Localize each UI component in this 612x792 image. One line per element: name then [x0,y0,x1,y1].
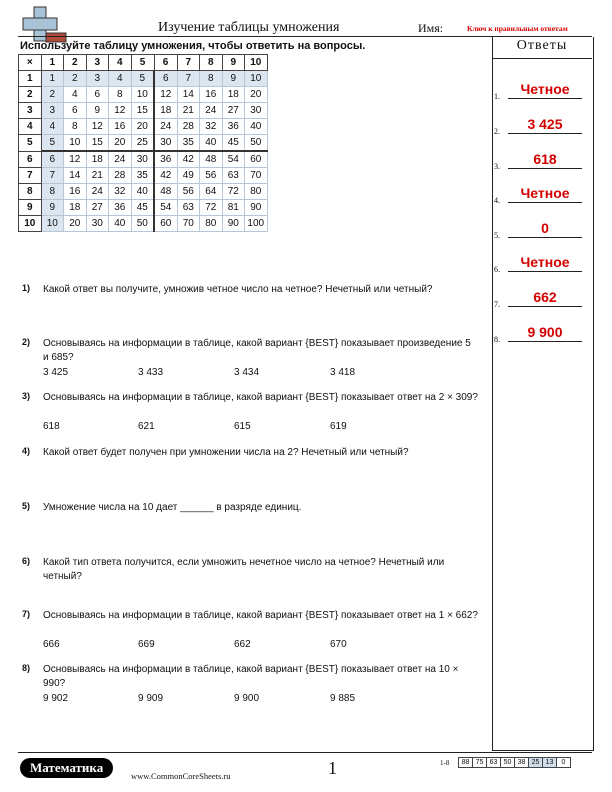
table-cell: 36 [154,151,177,168]
table-cell: 54 [222,151,245,168]
table-column-header: 8 [200,55,223,71]
question-text: Какой ответ будет получен при умножении числа на 2? Нечетный или четный? [43,447,409,458]
table-row-header: 10 [19,216,42,232]
table-column-header: 7 [177,55,200,71]
table-cell: 56 [200,168,223,184]
answer-row [494,116,590,136]
table-cell: 2 [64,71,87,87]
answer-value: 9 900 [527,324,563,340]
answer-line [508,168,582,169]
table-cell: 10 [131,87,154,103]
answer-row [494,81,590,101]
question-text: Основываясь на информации в таблице, какой вариант {BEST} показывает ответ на 10 × 990? [43,664,459,689]
question-7 [20,609,482,657]
score-cell: 75 [473,758,487,768]
table-column-header: 6 [154,55,177,71]
table-cell: 35 [131,168,154,184]
table-cell: 9 [86,103,109,119]
table-cell: 24 [109,151,132,168]
answer-line [508,237,582,238]
table-cell: 16 [109,119,132,135]
table-row-header: 5 [19,135,42,152]
table-cell: 4 [109,71,132,87]
table-cell: 8 [64,119,87,135]
table-cell: 36 [222,119,245,135]
question-number: 7) [22,609,31,619]
table-row-header: 3 [19,103,42,119]
table-cell: 8 [41,184,64,200]
table-cell: 3 [86,71,109,87]
question-2 [20,337,482,385]
table-cell: 16 [64,184,87,200]
table-cell: 1 [41,71,64,87]
table-column-header: 1 [41,55,64,71]
table-cell: 24 [154,119,177,135]
question-number: 2) [22,337,31,347]
table-cell: 9 [222,71,245,87]
table-cell: 56 [177,184,200,200]
question-number: 5) [22,501,31,511]
page-number: 1 [328,758,337,778]
question-number: 4) [22,446,31,456]
table-cell: 18 [222,87,245,103]
table-cell: 18 [86,151,109,168]
answer-number: 7. [494,300,500,309]
question-text: Основываясь на информации в таблице, какой вариант {BEST} показывает произведение 5 и 685? [43,338,471,363]
table-cell: 4 [41,119,64,135]
table-row [19,87,268,103]
table-cell: 63 [222,168,245,184]
table-cell: 6 [154,71,177,87]
table-row-header: 9 [19,200,42,216]
table-column-header: 10 [245,55,268,71]
table-row [19,135,268,152]
table-cell: 10 [41,216,64,232]
answer-option: 3 425 [43,367,69,378]
table-cell: 32 [200,119,223,135]
answer-option: 662 [234,639,251,650]
table-cell: 20 [245,87,268,103]
answer-row [494,185,590,205]
table-row-header: 7 [19,168,42,184]
table-cell: 42 [177,151,200,168]
table-cell: 81 [222,200,245,216]
score-cell: 50 [501,758,515,768]
table-cell: 48 [200,151,223,168]
table-cell: 72 [222,184,245,200]
question-text: Основываясь на информации в таблице, какой вариант {BEST} показывает ответ на 2 × 309? [43,392,478,403]
table-cell: 60 [154,216,177,232]
table-row-header: 8 [19,184,42,200]
answer-number: 4. [494,196,500,205]
table-row-header: 2 [19,87,42,103]
answer-line [508,133,582,134]
table-cell: 8 [200,71,223,87]
table-cell: 28 [109,168,132,184]
table-cell: 50 [245,135,268,152]
table-cell: 49 [177,168,200,184]
table-cell: 40 [131,184,154,200]
table-cell: 3 [41,103,64,119]
question-text: Умножение числа на 10 дает ______ в разряде единиц. [43,502,302,513]
table-cell: 16 [200,87,223,103]
question-number: 6) [22,556,31,566]
answer-option: 618 [43,421,60,432]
table-row [19,151,268,168]
table-cell: 40 [245,119,268,135]
answer-line [508,98,582,99]
table-header-row [19,55,268,71]
name-label: Имя: [418,21,444,35]
table-cell: 90 [222,216,245,232]
table-cell: 45 [222,135,245,152]
answer-number: 5. [494,231,500,240]
answer-number: 6. [494,265,500,274]
question-number: 8) [22,663,31,673]
answer-row [494,254,590,274]
table-row [19,184,268,200]
answer-number: 2. [494,127,500,136]
answer-value: 662 [533,289,557,305]
answer-row [494,151,590,171]
table-cell: 12 [109,103,132,119]
table-cell: 27 [86,200,109,216]
table-cell: 12 [86,119,109,135]
table-cell: 12 [64,151,87,168]
answer-option: 621 [138,421,155,432]
table-cell: 15 [86,135,109,152]
table-cell: 70 [245,168,268,184]
answer-value: Четное [520,185,570,201]
answer-option: 670 [330,639,347,650]
answer-option: 619 [330,421,347,432]
question-text: Какой ответ вы получите, умножив четное число на четное? Нечетный или четный? [43,284,433,295]
subject-badge: Математика [20,758,113,778]
table-cell: 5 [41,135,64,152]
table-cell: 7 [41,168,64,184]
table-cell: 28 [177,119,200,135]
table-row [19,216,268,232]
score-cell: 38 [515,758,529,768]
table-cell: 25 [131,135,154,152]
table-cell: 24 [200,103,223,119]
table-row [19,119,268,135]
question-3 [20,391,482,439]
table-cell: 48 [154,184,177,200]
score-cell: 88 [459,758,473,768]
table-corner: × [19,55,42,71]
answer-value: 0 [541,220,549,236]
footer-divider [18,752,592,753]
answer-row [494,289,590,309]
answer-option: 615 [234,421,251,432]
table-row-header: 4 [19,119,42,135]
table-cell: 60 [245,151,268,168]
table-cell: 9 [41,200,64,216]
answer-option: 9 900 [234,693,260,704]
table-column-header: 4 [109,55,132,71]
table-cell: 42 [154,168,177,184]
score-cell: 63 [487,758,501,768]
instruction: Используйте таблицу умножения, чтобы ответить на вопросы. [20,40,366,52]
answer-value: 3 425 [527,116,563,132]
table-cell: 27 [222,103,245,119]
answer-option: 666 [43,639,60,650]
table-cell: 7 [177,71,200,87]
question-text: Основываясь на информации в таблице, какой вариант {BEST} показывает ответ на 1 × 662? [43,610,478,621]
table-cell: 20 [64,216,87,232]
table-column-header: 9 [222,55,245,71]
table-cell: 5 [131,71,154,87]
answer-value: 618 [533,151,557,167]
table-cell: 32 [109,184,132,200]
page-title: Изучение таблицы умножения [158,20,340,35]
table-cell: 18 [64,200,87,216]
table-cell: 100 [245,216,268,232]
table-cell: 18 [154,103,177,119]
table-cell: 14 [177,87,200,103]
table-cell: 6 [41,151,64,168]
table-cell: 2 [41,87,64,103]
table-cell: 24 [86,184,109,200]
table-cell: 40 [200,135,223,152]
question-number: 1) [22,283,31,293]
question-1 [20,283,482,331]
table-cell: 21 [86,168,109,184]
answer-panel [492,37,594,751]
table-cell: 8 [109,87,132,103]
table-cell: 70 [177,216,200,232]
answers-title: Ответы [516,38,568,53]
table-cell: 20 [131,119,154,135]
table-row-header: 1 [19,71,42,87]
answer-value: Четное [520,81,570,97]
table-cell: 6 [86,87,109,103]
table-cell: 45 [131,200,154,216]
question-4 [20,446,482,494]
answer-option: 669 [138,639,155,650]
table-cell: 4 [64,87,87,103]
table-column-header: 3 [86,55,109,71]
table-cell: 54 [154,200,177,216]
table-cell: 80 [245,184,268,200]
table-cell: 50 [131,216,154,232]
table-row-header: 6 [19,151,42,168]
answer-option: 3 418 [330,367,356,378]
answers-title-divider [492,58,592,59]
score-table [458,757,571,768]
answer-line [508,271,582,272]
table-cell: 90 [245,200,268,216]
table-cell: 15 [131,103,154,119]
table-cell: 14 [64,168,87,184]
answer-key-label: Ключ к правильным ответам [467,24,568,33]
answer-number: 3. [494,162,500,171]
answer-row [494,220,590,240]
answer-row [494,324,590,344]
answer-line [508,202,582,203]
score-cell: 25 [529,758,543,768]
answer-value: Четное [520,254,570,270]
table-row [19,168,268,184]
score-cell: 13 [543,758,557,768]
table-cell: 30 [86,216,109,232]
score-cell: 0 [557,758,571,768]
table-row [19,200,268,216]
question-8 [20,663,482,711]
answer-number: 1. [494,92,500,101]
table-cell: 63 [177,200,200,216]
answer-option: 9 909 [138,693,164,704]
answer-option: 9 885 [330,693,356,704]
table-cell: 64 [200,184,223,200]
site-url: www.CommonCoreSheets.ru [131,771,231,781]
table-cell: 12 [154,87,177,103]
answer-line [508,341,582,342]
table-cell: 40 [109,216,132,232]
table-cell: 10 [64,135,87,152]
table-column-header: 5 [131,55,154,71]
table-cell: 30 [154,135,177,152]
answer-option: 9 902 [43,693,69,704]
table-cell: 35 [177,135,200,152]
table-cell: 20 [109,135,132,152]
multiplication-table [18,54,268,232]
table-row [19,71,268,87]
table-cell: 72 [200,200,223,216]
question-number: 3) [22,391,31,401]
table-cell: 36 [109,200,132,216]
table-cell: 30 [131,151,154,168]
question-6 [20,556,482,604]
table-cell: 21 [177,103,200,119]
table-cell: 30 [245,103,268,119]
question-text: Какой тип ответа получится, если умножить нечетное число на четное? Нечетный или четный? [43,557,445,582]
answer-number: 8. [494,335,500,344]
score-range: 1-8 [440,759,450,767]
table-column-header: 2 [64,55,87,71]
answer-option: 3 434 [234,367,260,378]
answer-option: 3 433 [138,367,164,378]
table-cell: 80 [200,216,223,232]
answer-line [508,306,582,307]
question-5 [20,501,482,549]
table-cell: 10 [245,71,268,87]
table-cell: 6 [64,103,87,119]
table-row [19,103,268,119]
